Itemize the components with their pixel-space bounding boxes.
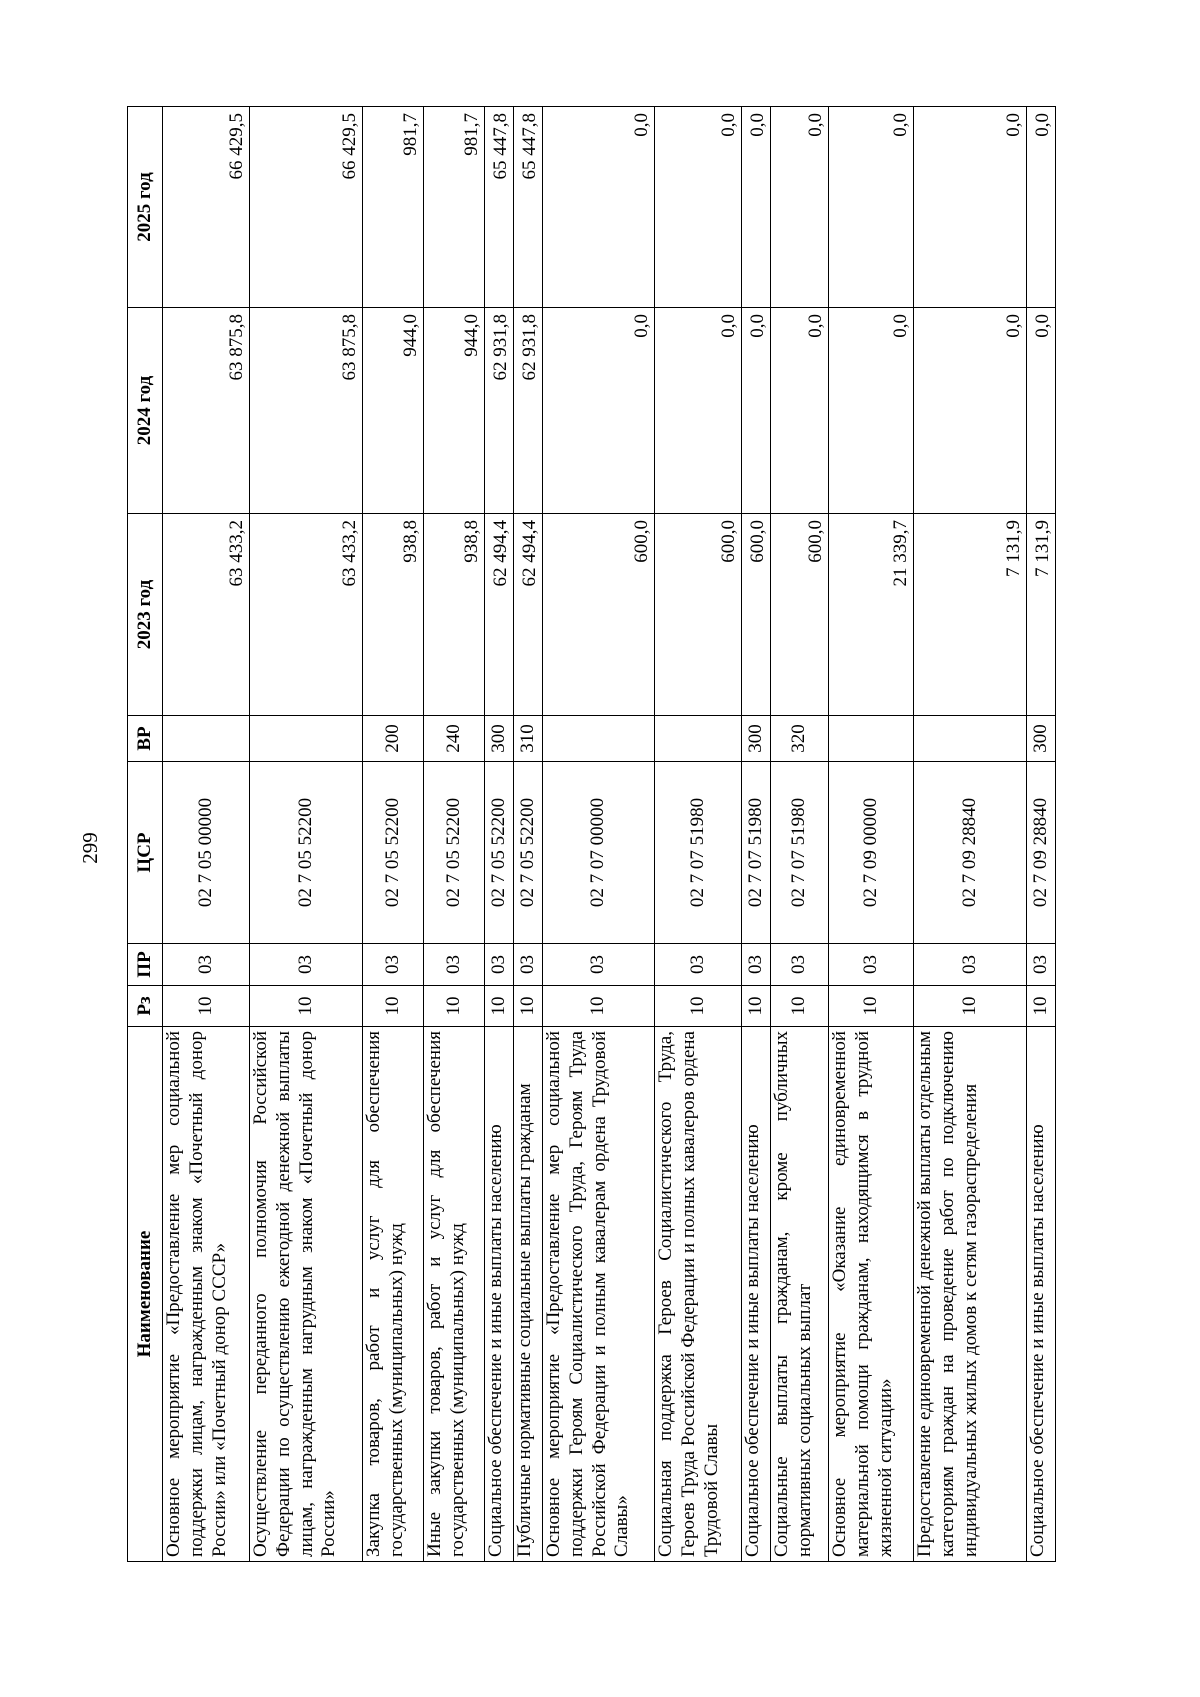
table-row xyxy=(424,107,485,1562)
cell-y2024: 63 875,8 xyxy=(250,308,363,514)
rotated-table-container xyxy=(127,107,1054,1562)
header-2024: 2024 год xyxy=(128,308,163,514)
cell-csr: 02 7 05 00000 xyxy=(163,762,250,944)
cell-pr: 03 xyxy=(250,944,363,986)
cell-y2023: 600,0 xyxy=(543,514,655,716)
cell-y2023: 7 131,9 xyxy=(914,514,1027,716)
cell-vr xyxy=(543,716,655,762)
table-row xyxy=(914,107,1027,1562)
cell-vr xyxy=(914,716,1027,762)
cell-pr: 03 xyxy=(363,944,424,986)
cell-csr: 02 7 09 28840 xyxy=(914,762,1027,944)
cell-csr: 02 7 07 51980 xyxy=(742,762,771,944)
cell-csr: 02 7 05 52200 xyxy=(424,762,485,944)
cell-pr: 03 xyxy=(829,944,914,986)
cell-y2023: 600,0 xyxy=(742,514,771,716)
cell-y2025: 65 447,8 xyxy=(514,107,543,308)
budget-table xyxy=(127,106,1056,1562)
cell-pr: 03 xyxy=(163,944,250,986)
cell-y2023: 7 131,9 xyxy=(1027,514,1056,716)
cell-y2023: 21 339,7 xyxy=(829,514,914,716)
cell-y2024: 0,0 xyxy=(742,308,771,514)
table-row xyxy=(1027,107,1056,1562)
cell-name: Социальное обеспечение и иные выплаты населению xyxy=(742,1027,771,1562)
cell-rz: 10 xyxy=(771,986,829,1027)
cell-pr: 03 xyxy=(424,944,485,986)
cell-y2024: 0,0 xyxy=(543,308,655,514)
cell-y2025: 66 429,5 xyxy=(163,107,250,308)
table-row xyxy=(485,107,514,1562)
cell-pr: 03 xyxy=(771,944,829,986)
cell-csr: 02 7 07 00000 xyxy=(543,762,655,944)
cell-y2025: 981,7 xyxy=(424,107,485,308)
table-row xyxy=(514,107,543,1562)
header-vr: ВР xyxy=(128,716,163,762)
table-header-row xyxy=(128,107,163,1562)
cell-csr: 02 7 07 51980 xyxy=(771,762,829,944)
cell-rz: 10 xyxy=(250,986,363,1027)
cell-name: Осуществление переданного полномочия Российской Федерации по осуществлению ежегодной денежной выплаты лицам, награжденным нагрудным знаком «Почетный донор России» xyxy=(250,1027,363,1562)
cell-y2023: 600,0 xyxy=(655,514,742,716)
header-pr: ПР xyxy=(128,944,163,986)
cell-y2025: 66 429,5 xyxy=(250,107,363,308)
cell-y2024: 0,0 xyxy=(771,308,829,514)
cell-pr: 03 xyxy=(742,944,771,986)
cell-csr: 02 7 09 00000 xyxy=(829,762,914,944)
table-row xyxy=(543,107,655,1562)
cell-y2023: 63 433,2 xyxy=(163,514,250,716)
cell-pr: 03 xyxy=(914,944,1027,986)
header-2023: 2023 год xyxy=(128,514,163,716)
cell-y2025: 0,0 xyxy=(543,107,655,308)
cell-rz: 10 xyxy=(485,986,514,1027)
cell-y2024: 62 931,8 xyxy=(514,308,543,514)
cell-name: Основное мероприятие «Предоставление мер социальной поддержки Героям Социалистического Труда, Героям Труда Российской Федерации и полным кавалерам ордена Трудовой Славы» xyxy=(543,1027,655,1562)
cell-y2025: 0,0 xyxy=(1027,107,1056,308)
cell-rz: 10 xyxy=(543,986,655,1027)
cell-name: Социальные выплаты гражданам, кроме публичных нормативных социальных выплат xyxy=(771,1027,829,1562)
cell-vr: 200 xyxy=(363,716,424,762)
cell-csr: 02 7 05 52200 xyxy=(485,762,514,944)
cell-vr: 300 xyxy=(1027,716,1056,762)
cell-pr: 03 xyxy=(543,944,655,986)
cell-csr: 02 7 05 52200 xyxy=(363,762,424,944)
cell-vr xyxy=(655,716,742,762)
table-row xyxy=(829,107,914,1562)
cell-y2025: 0,0 xyxy=(914,107,1027,308)
table-row xyxy=(655,107,742,1562)
cell-name: Закупка товаров, работ и услуг для обеспечения государственных (муниципальных) нужд xyxy=(363,1027,424,1562)
cell-rz: 10 xyxy=(424,986,485,1027)
header-name: Наименование xyxy=(128,1027,163,1562)
cell-y2024: 63 875,8 xyxy=(163,308,250,514)
header-2025: 2025 год xyxy=(128,107,163,308)
cell-rz: 10 xyxy=(914,986,1027,1027)
cell-y2024: 0,0 xyxy=(655,308,742,514)
table-row xyxy=(771,107,829,1562)
cell-vr: 310 xyxy=(514,716,543,762)
cell-rz: 10 xyxy=(1027,986,1056,1027)
cell-name: Социальное обеспечение и иные выплаты населению xyxy=(485,1027,514,1562)
cell-y2025: 0,0 xyxy=(742,107,771,308)
cell-pr: 03 xyxy=(485,944,514,986)
cell-rz: 10 xyxy=(514,986,543,1027)
cell-vr xyxy=(250,716,363,762)
cell-vr: 240 xyxy=(424,716,485,762)
cell-y2025: 65 447,8 xyxy=(485,107,514,308)
cell-y2023: 938,8 xyxy=(424,514,485,716)
table-row xyxy=(250,107,363,1562)
cell-y2023: 63 433,2 xyxy=(250,514,363,716)
cell-csr: 02 7 09 28840 xyxy=(1027,762,1056,944)
page-number: 299 xyxy=(78,832,102,864)
cell-pr: 03 xyxy=(655,944,742,986)
cell-rz: 10 xyxy=(163,986,250,1027)
cell-vr xyxy=(163,716,250,762)
cell-y2024: 944,0 xyxy=(363,308,424,514)
cell-y2024: 62 931,8 xyxy=(485,308,514,514)
cell-vr: 300 xyxy=(742,716,771,762)
cell-y2025: 0,0 xyxy=(655,107,742,308)
cell-rz: 10 xyxy=(742,986,771,1027)
cell-y2024: 0,0 xyxy=(914,308,1027,514)
cell-y2025: 0,0 xyxy=(829,107,914,308)
cell-rz: 10 xyxy=(363,986,424,1027)
table-row xyxy=(742,107,771,1562)
cell-rz: 10 xyxy=(655,986,742,1027)
cell-name: Основное мероприятие «Оказание единовременной материальной помощи гражданам, находящимся в трудной жизненной ситуации» xyxy=(829,1027,914,1562)
cell-name: Публичные нормативные социальные выплаты гражданам xyxy=(514,1027,543,1562)
table-row xyxy=(163,107,250,1562)
cell-pr: 03 xyxy=(1027,944,1056,986)
cell-y2024: 0,0 xyxy=(829,308,914,514)
cell-csr: 02 7 05 52200 xyxy=(514,762,543,944)
header-rz: Рз xyxy=(128,986,163,1027)
cell-y2023: 62 494,4 xyxy=(514,514,543,716)
cell-vr: 300 xyxy=(485,716,514,762)
cell-name: Социальное обеспечение и иные выплаты населению xyxy=(1027,1027,1056,1562)
cell-name: Иные закупки товаров, работ и услуг для обеспечения государственных (муниципальных) нужд xyxy=(424,1027,485,1562)
cell-vr: 320 xyxy=(771,716,829,762)
cell-csr: 02 7 05 52200 xyxy=(250,762,363,944)
cell-name: Социальная поддержка Героев Социалистического Труда, Героев Труда Российской Федерации и полных кавалеров ордена Трудовой Славы xyxy=(655,1027,742,1562)
cell-y2024: 0,0 xyxy=(1027,308,1056,514)
cell-y2023: 600,0 xyxy=(771,514,829,716)
cell-rz: 10 xyxy=(829,986,914,1027)
cell-y2024: 944,0 xyxy=(424,308,485,514)
table-row xyxy=(363,107,424,1562)
cell-y2023: 938,8 xyxy=(363,514,424,716)
cell-y2025: 0,0 xyxy=(771,107,829,308)
header-csr: ЦСР xyxy=(128,762,163,944)
cell-pr: 03 xyxy=(514,944,543,986)
cell-vr xyxy=(829,716,914,762)
cell-y2025: 981,7 xyxy=(363,107,424,308)
cell-y2023: 62 494,4 xyxy=(485,514,514,716)
cell-csr: 02 7 07 51980 xyxy=(655,762,742,944)
cell-name: Предоставление единовременной денежной выплаты отдельным категориям граждан на проведение работ по подключению индивидуальных жилых домов к сетям газораспределения xyxy=(914,1027,1027,1562)
cell-name: Основное мероприятие «Предоставление мер социальной поддержки лицам, награжденным знаком «Почетный донор России» или «Почетный донор СССР» xyxy=(163,1027,250,1562)
